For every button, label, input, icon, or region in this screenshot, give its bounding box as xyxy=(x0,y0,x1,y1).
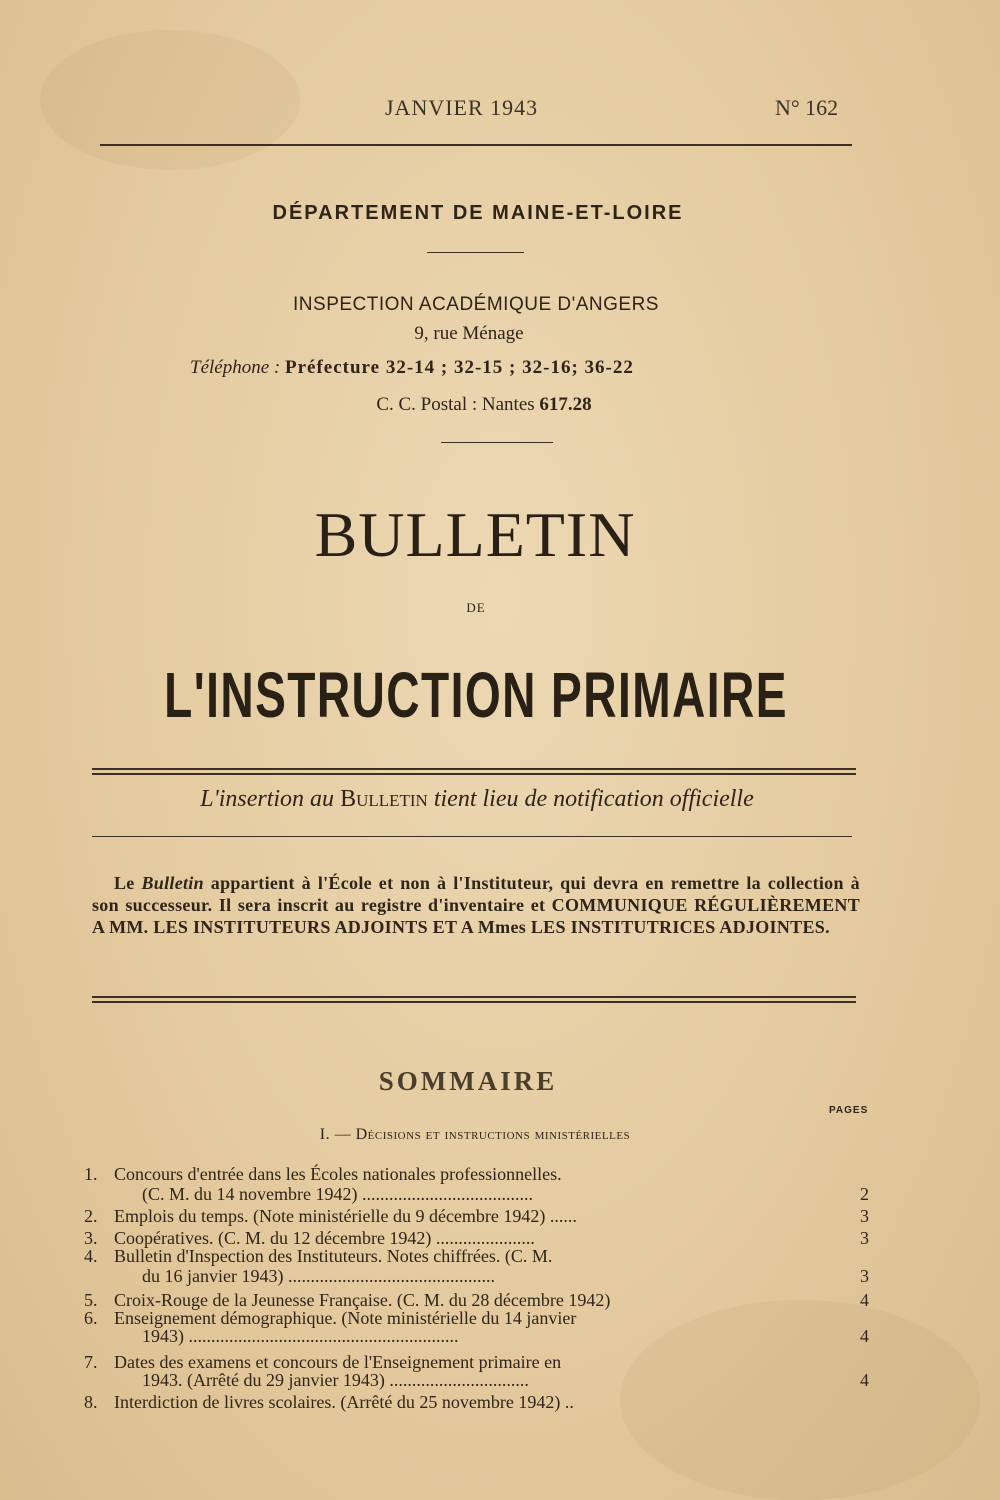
postal-line xyxy=(0,394,968,416)
paper-stain xyxy=(40,30,300,170)
pages-label: PAGES xyxy=(829,1105,869,1116)
toc-item xyxy=(84,1206,874,1226)
double-rule xyxy=(92,768,856,775)
toc-text: Croix-Rouge de la Jeunesse Française. (C. M. du 28 décembre 1942) xyxy=(114,1290,611,1310)
toc-item-continued xyxy=(84,1370,874,1390)
header-rule xyxy=(100,144,852,146)
toc-page: 4 xyxy=(860,1370,869,1390)
title-connector: DE xyxy=(466,600,486,615)
toc-page: 3 xyxy=(860,1206,869,1226)
department-name: DÉPARTEMENT DE MAINE-ET-LOIRE xyxy=(272,202,684,224)
toc-text: (C. M. du 14 novembre 1942) ...................................... xyxy=(142,1184,533,1204)
toc-item xyxy=(84,1308,874,1328)
toc-text: Enseignement démographique. (Note ministérielle du 14 janvier xyxy=(114,1308,577,1328)
toc-page: 4 xyxy=(860,1326,869,1346)
divider xyxy=(427,252,524,253)
toc-number: 3. xyxy=(84,1228,98,1248)
issue-date: JANVIER 1943 xyxy=(385,95,539,120)
toc-item-continued xyxy=(84,1184,874,1204)
section-heading: I. — Décisions et instructions ministérielles xyxy=(319,1126,631,1143)
toc-text: Emplois du temps. (Note ministérielle du 9 décembre 1942) ...... xyxy=(114,1206,577,1226)
toc-number: 5. xyxy=(84,1290,98,1310)
toc-text: Interdiction de livres scolaires. (Arrêté du 25 novembre 1942) .. xyxy=(114,1392,574,1412)
insertion-notice xyxy=(92,786,862,813)
toc-number: 4. xyxy=(84,1246,98,1266)
divider xyxy=(92,836,852,837)
notice-lead: Le xyxy=(114,873,135,893)
toc-number: 7. xyxy=(84,1352,98,1372)
phone-numbers: Préfecture 32-14 ; 32-15 ; 32-16; 36-22 xyxy=(284,357,634,378)
toc-text: Concours d'entrée dans les Écoles nationales professionnelles. xyxy=(114,1164,562,1184)
toc-item xyxy=(84,1246,874,1266)
toc-number: 8. xyxy=(84,1392,98,1412)
notice-bulletin: Bulletin xyxy=(141,873,204,893)
insertion-part3: tient lieu de notification officielle xyxy=(433,786,754,812)
phone-label: Téléphone : xyxy=(190,357,281,378)
main-title: L'INSTRUCTION PRIMAIRE xyxy=(164,659,788,731)
toc-number: 6. xyxy=(84,1308,98,1328)
toc-text: 1943. (Arrêté du 29 janvier 1943) ............................... xyxy=(142,1370,529,1390)
toc-item xyxy=(84,1164,874,1184)
toc-text: Coopératives. (C. M. du 12 décembre 1942) ...................... xyxy=(114,1228,535,1248)
insertion-part1: L'insertion au xyxy=(200,786,335,812)
inspection-address: 9, rue Ménage xyxy=(414,323,524,344)
toc-text: du 16 janvier 1943) .............................................. xyxy=(142,1266,495,1286)
toc-text: Dates des examens et concours de l'Enseignement primaire en xyxy=(114,1352,562,1372)
toc-item xyxy=(84,1352,874,1372)
insertion-bulletin: Bulletin xyxy=(340,786,428,812)
postal-number: 617.28 xyxy=(539,394,592,415)
postal-label: C. C. Postal : Nantes xyxy=(376,394,535,415)
toc-page: 3 xyxy=(860,1228,869,1248)
toc-item xyxy=(84,1290,874,1310)
toc-item-continued xyxy=(84,1266,874,1286)
toc-number: 1. xyxy=(84,1164,98,1184)
sommaire-title: SOMMAIRE xyxy=(378,1066,558,1096)
toc-page: 4 xyxy=(860,1290,869,1310)
issue-number: N° 162 xyxy=(775,95,839,120)
toc-page: 3 xyxy=(860,1266,869,1286)
toc-item xyxy=(84,1392,874,1412)
toc-item-continued xyxy=(84,1326,874,1346)
divider xyxy=(441,442,553,443)
phone-line xyxy=(190,357,634,379)
toc-text: 1943) ............................................................ xyxy=(142,1326,459,1346)
bulletin-title: BULLETIN xyxy=(314,499,636,570)
double-rule xyxy=(92,996,856,1003)
ownership-notice xyxy=(92,872,860,938)
toc-page: 2 xyxy=(860,1184,869,1204)
toc-text: Bulletin d'Inspection des Instituteurs. Notes chiffrées. (C. M. xyxy=(114,1246,553,1266)
toc-item xyxy=(84,1228,874,1248)
notice-text: appartient à l'École et non à l'Instituteur, qui devra en remettre la collection à son successeur. Il sera inscrit au registre d'inventaire et COMMUNIQUE RÉGULIÈREMENT A MM. LES INSTITUTEURS ADJOINTS ET A Mmes LES INSTITUTRICES ADJOINTES. xyxy=(92,873,860,937)
inspection-name: INSPECTION ACADÉMIQUE D'ANGERS xyxy=(293,294,659,315)
toc-number: 2. xyxy=(84,1206,98,1226)
